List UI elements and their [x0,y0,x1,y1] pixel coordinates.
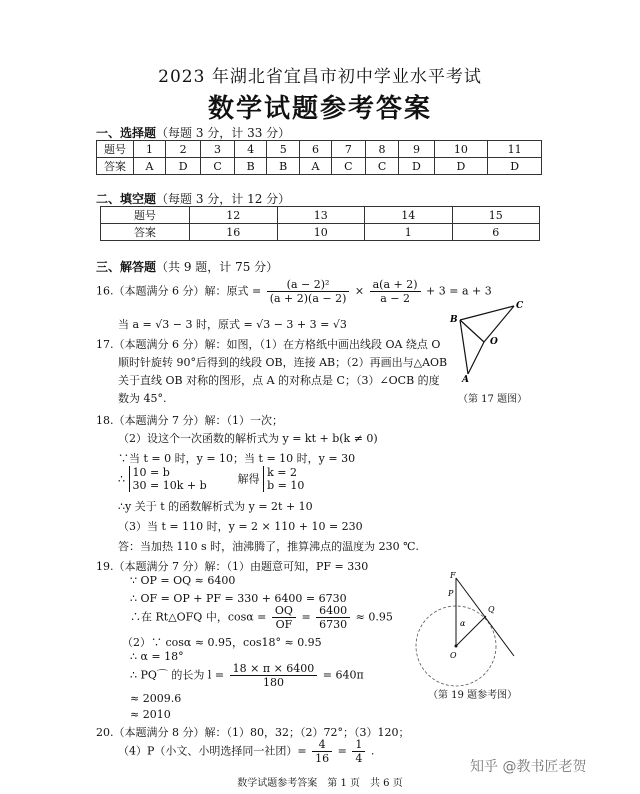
section1-heading-label: 一、选择题 [96,126,157,140]
choice-question-cell: 7 [331,141,365,158]
fill-answer-cell: 16 [190,224,278,241]
choice-answer-cell: C [331,158,365,175]
q18-line2: （2）设这个一次函数的解析式为 y = kt + b(k ≠ 0) [118,432,378,445]
q17-label-c: C [516,301,524,311]
q19-label-o: O [450,651,457,660]
page-footer: 数学试题参考答案 第 1 页 共 6 页 [237,778,403,789]
q19-line4-head: ∴在 Rt△OFQ 中，cosα = [130,610,267,624]
section2-heading-label: 二、填空题 [96,192,157,206]
q17-label-b: B [450,315,458,325]
q20-line2-tail: . [370,744,375,758]
fill-question-cell: 14 [365,207,453,224]
q19-fraction-a [272,604,296,631]
choice-question-cell: 8 [365,141,399,158]
fill-answer-cell: 6 [452,224,540,241]
choice-question-cell: 5 [267,141,300,158]
q19-caption: （第 19 题参考图） [428,690,518,701]
section1-note: （每题 3 分，计 33 分） [156,126,291,140]
q19-figure [418,570,528,680]
fill-question-cell: 13 [277,207,365,224]
q20-line2 [118,738,374,765]
q18-sys1-a: 10 = b [132,466,170,479]
fill-answer-cell: 1 [365,224,453,241]
fill-question-cell: 12 [190,207,278,224]
q19-line5: （2）∵ cosα ≈ 0.95，cos18° ≈ 0.95 [122,636,322,649]
choice-answer-cell: D [166,158,201,175]
choice-question-row [97,141,542,158]
q19-line2: ∵ OP = OQ ≈ 6400 [130,574,236,587]
q19-eq: = [301,610,311,624]
q19-frac-b-num: 6400 [316,604,350,618]
q17-line1: 17.（本题满分 6 分）解：如图，（1）在方格纸中画出线段 OA 绕点 O [96,338,441,351]
choice-answer-cell: D [488,158,542,175]
section3-note: （共 9 题，计 75 分） [156,260,279,274]
q19-line7-head: ∴ PQ⌒ 的长为 l = [130,668,225,682]
q19-frac-a-num: OQ [272,604,296,618]
choice-answer-cell: A [134,158,166,175]
watermark: 知乎 @教书匠老贺 [470,759,587,775]
choice-question-cell: 4 [234,141,267,158]
q19-line3: ∴ OF = OP + PF = 330 + 6400 = 6730 [130,592,347,605]
fill-question-row [101,207,540,224]
q18-sys2-a: k = 2 [267,466,297,479]
q18-system [118,466,304,492]
q20-line1: 20.（本题满分 8 分）解：（1）80，32；（2）72°；（3）120； [96,726,410,739]
q16-frac2-den: a − 2 [380,292,410,305]
section1-heading [96,124,290,141]
choice-answer-cell: B [234,158,267,175]
choice-answer-cell: A [299,158,331,175]
q17-line4: 数为 45°. [118,392,167,405]
section2-note: （每题 3 分，计 12 分） [156,192,291,206]
q20-eq: = [337,744,347,758]
fill-question-cell: 15 [452,207,540,224]
choice-question-cell-label: 题号 [97,141,134,158]
choice-question-cell: 1 [134,141,166,158]
choice-question-cell: 3 [201,141,235,158]
q16-tail: + 3 = a + 3 [426,284,492,298]
fill-answer-table [100,206,540,241]
q19-frac-c-den: 180 [262,676,284,689]
q20-fraction-1 [312,738,332,765]
q19-frac-a-den: OF [275,618,293,631]
q18-system-right [263,466,304,492]
q20-fraction-2 [352,738,365,765]
choice-answer-table [96,140,542,175]
q18-line3: ∵当 t = 0 时，y = 10；当 t = 10 时，y = 30 [118,452,356,465]
q19-line6: ∴ α = 18° [130,650,184,663]
q18-therefore: ∴ [118,472,125,486]
q16-head: 16.（本题满分 6 分）解：原式 = [96,284,262,298]
q18-line6: （3）当 t = 110 时，y = 2 × 110 + 10 = 230 [118,520,363,533]
q18-sys1-b: 30 = 10k + b [132,479,207,492]
choice-answer-cell: D [399,158,434,175]
q18-line1: 18.（本题满分 7 分）解：（1）一次； [96,414,283,427]
choice-question-cell: 2 [166,141,201,158]
q19-line7-tail: = 640π [322,668,364,682]
exam-title: 2023 年湖北省宜昌市初中学业水平考试 [158,67,482,87]
q19-line4-tail: ≈ 0.95 [355,610,393,624]
q20-frac1-num: 4 [312,738,332,752]
q19-frac-b-den: 6730 [319,618,348,631]
q19-frac-c-num: 18 × π × 6400 [230,662,318,676]
q17-label-a: A [462,375,469,385]
choice-answer-cell: B [267,158,300,175]
q19-label-alpha: α [460,619,466,628]
q19-line1: 19.（本题满分 7 分）解：（1）由题意可知，PF = 330 [96,560,369,573]
q16-solution [96,278,492,305]
choice-answer-cell: C [201,158,235,175]
fill-question-cell-label: 题号 [101,207,190,224]
q19-fraction-c [230,662,318,689]
q18-line7: 答：当加热 110 s 时，油沸腾了，推算沸点的温度为 230 ℃. [118,540,419,553]
q17-line3: 关于直线 OB 对称的图形，点 A 的对称点是 C；（3）∠OCB 的度 [118,374,440,387]
choice-question-cell: 10 [434,141,488,158]
choice-answer-cell-label: 答案 [97,158,134,175]
q16-frac1-num: (a − 2)² [267,278,350,292]
q19-line4 [130,604,393,631]
answer-key-title: 数学试题参考答案 [207,94,432,124]
choice-question-cell: 9 [399,141,434,158]
q19-label-p: P [448,589,454,598]
choice-question-cell: 6 [299,141,331,158]
q19-line9: ≈ 2010 [130,708,171,721]
choice-answer-row [97,158,542,175]
fill-answer-cell-label: 答案 [101,224,190,241]
q17-line2: 顺时针旋转 90°后得到的线段 OB，连接 AB；（2）再画出与△AOB [118,356,448,369]
choice-question-cell: 11 [488,141,542,158]
q19-label-f: F [450,571,456,580]
q17-figure [448,298,528,384]
section3-heading [96,258,278,275]
q18-line5: ∴y 关于 t 的函数解析式为 y = 2t + 10 [118,500,313,513]
q16-frac1-den: (a + 2)(a − 2) [269,292,347,305]
q16-frac2-num: a(a + 2) [370,278,421,292]
q17-label-o: O [490,337,498,347]
q17-caption: （第 17 题图） [458,394,528,405]
q19-label-q: Q [488,605,495,614]
fill-answer-cell: 10 [277,224,365,241]
section2-heading [96,190,290,207]
section3-heading-label: 三、解答题 [96,260,157,274]
q20-line2-head: （4）P（小文、小明选择同一社团）= [118,744,307,758]
q16-fraction-1 [267,278,350,305]
q18-system-left [129,466,207,492]
q18-solve-label: 解得 [237,472,260,486]
q16-times: × [354,284,365,298]
q19-fraction-b [316,604,350,631]
q19-line8: ≈ 2009.6 [130,692,182,705]
q20-frac2-num: 1 [352,738,365,752]
q19-line7 [130,662,364,689]
fill-answer-row [101,224,540,241]
choice-answer-cell: D [434,158,488,175]
q16-fraction-2 [370,278,421,305]
choice-answer-cell: C [365,158,399,175]
q20-frac1-den: 16 [315,752,330,765]
q16-line2: 当 a = √3 − 3 时，原式 = √3 − 3 + 3 = √3 [118,318,347,331]
q18-sys2-b: b = 10 [267,479,305,492]
q20-frac2-den: 4 [355,752,363,765]
